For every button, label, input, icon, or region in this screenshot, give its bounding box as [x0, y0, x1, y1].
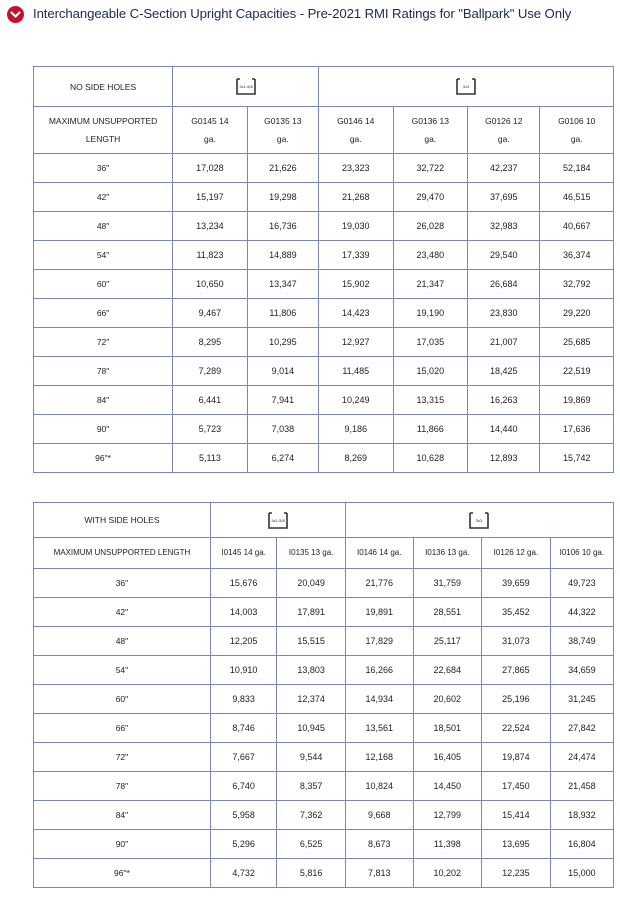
row-length-label: 42": [34, 598, 211, 627]
capacity-cell: 6,441: [173, 386, 248, 415]
capacity-cell: 32,983: [468, 212, 540, 241]
capacity-cell: 24,474: [550, 743, 613, 772]
column-header: G0145 14 ga.: [173, 107, 248, 154]
capacity-cell: 32,792: [540, 270, 614, 299]
column-header: G0146 14 ga.: [318, 107, 393, 154]
capacity-cell: 19,030: [318, 212, 393, 241]
table-row: [34, 299, 614, 328]
capacity-cell: 35,452: [482, 598, 551, 627]
table-body: [34, 569, 614, 888]
row-length-label: 72": [34, 743, 211, 772]
capacity-cell: 31,073: [482, 627, 551, 656]
capacity-cell: 10,295: [247, 328, 318, 357]
row-length-label: 36": [34, 154, 173, 183]
c-section-3x1-5-8-icon: [267, 512, 289, 529]
capacity-cell: 19,869: [540, 386, 614, 415]
c-section-3x3-icon: [468, 512, 490, 529]
capacity-cell: 7,941: [247, 386, 318, 415]
row-length-label: 60": [34, 270, 173, 299]
capacity-cell: 12,168: [345, 743, 413, 772]
capacity-cell: 12,893: [468, 444, 540, 473]
capacity-cell: 13,561: [345, 714, 413, 743]
capacity-cell: 17,028: [173, 154, 248, 183]
c-section-3x1-5-8-icon: [235, 78, 257, 95]
capacity-cell: 25,196: [482, 685, 551, 714]
capacity-cell: 11,485: [318, 357, 393, 386]
capacity-cell: 29,540: [468, 241, 540, 270]
capacity-cell: 17,891: [277, 598, 346, 627]
capacity-cell: 10,910: [210, 656, 276, 685]
profile-size-label: 3x3: [476, 517, 483, 523]
capacity-cell: 19,298: [247, 183, 318, 212]
capacity-cell: 9,833: [210, 685, 276, 714]
capacity-cell: 22,684: [413, 656, 482, 685]
capacity-cell: 5,816: [277, 859, 346, 888]
column-header: G0135 13 ga.: [247, 107, 318, 154]
capacity-cell: 17,339: [318, 241, 393, 270]
capacity-cell: 27,842: [550, 714, 613, 743]
row-length-label: 96"*: [34, 444, 173, 473]
table-row: [34, 598, 614, 627]
capacity-cell: 21,347: [393, 270, 468, 299]
row-length-label: 84": [34, 801, 211, 830]
capacity-cell: 16,736: [247, 212, 318, 241]
table-row: [34, 415, 614, 444]
capacity-cell: 12,799: [413, 801, 482, 830]
capacity-cell: 7,289: [173, 357, 248, 386]
capacity-cell: 13,347: [247, 270, 318, 299]
table-row: [34, 830, 614, 859]
capacity-cell: 10,628: [393, 444, 468, 473]
capacity-cell: 11,806: [247, 299, 318, 328]
table-title: NO SIDE HOLES: [34, 67, 173, 107]
capacity-cell: 16,804: [550, 830, 613, 859]
row-length-label: 84": [34, 386, 173, 415]
column-header: I0136 13 ga.: [413, 538, 482, 569]
row-length-label: 48": [34, 212, 173, 241]
no-side-holes-table: [33, 66, 614, 473]
capacity-cell: 10,650: [173, 270, 248, 299]
profile-group-3x3: [318, 67, 613, 107]
capacity-cell: 32,722: [393, 154, 468, 183]
capacity-cell: 11,866: [393, 415, 468, 444]
capacity-cell: 8,673: [345, 830, 413, 859]
capacity-cell: 20,049: [277, 569, 346, 598]
capacity-cell: 8,269: [318, 444, 393, 473]
capacity-cell: 40,667: [540, 212, 614, 241]
capacity-cell: 18,932: [550, 801, 613, 830]
capacity-cell: 9,467: [173, 299, 248, 328]
table-row: [34, 859, 614, 888]
row-length-label: 78": [34, 357, 173, 386]
table-title: WITH SIDE HOLES: [34, 503, 211, 538]
capacity-cell: 8,357: [277, 772, 346, 801]
profile-size-label: 3x3: [462, 84, 470, 89]
capacity-cell: 7,362: [277, 801, 346, 830]
capacity-cell: 18,501: [413, 714, 482, 743]
column-header: G0136 13 ga.: [393, 107, 468, 154]
capacity-cell: 6,740: [210, 772, 276, 801]
capacity-cell: 49,723: [550, 569, 613, 598]
capacity-cell: 11,398: [413, 830, 482, 859]
capacity-cell: 25,117: [413, 627, 482, 656]
capacity-cell: 15,414: [482, 801, 551, 830]
capacity-cell: 5,723: [173, 415, 248, 444]
row-length-label: 72": [34, 328, 173, 357]
capacity-cell: 10,249: [318, 386, 393, 415]
capacity-cell: 8,746: [210, 714, 276, 743]
capacity-cell: 31,245: [550, 685, 613, 714]
row-length-label: 54": [34, 656, 211, 685]
table-row: [34, 569, 614, 598]
table-row: [34, 714, 614, 743]
capacity-cell: 9,186: [318, 415, 393, 444]
capacity-cell: 21,458: [550, 772, 613, 801]
capacity-cell: 5,296: [210, 830, 276, 859]
capacity-cell: 29,220: [540, 299, 614, 328]
table-row: [34, 154, 614, 183]
capacity-cell: 27,865: [482, 656, 551, 685]
capacity-cell: 14,889: [247, 241, 318, 270]
column-header: I0135 13 ga.: [277, 538, 346, 569]
capacity-cell: 15,000: [550, 859, 613, 888]
capacity-cell: 9,014: [247, 357, 318, 386]
capacity-cell: 5,113: [173, 444, 248, 473]
table-row: [34, 386, 614, 415]
capacity-cell: 16,405: [413, 743, 482, 772]
capacity-cell: 7,038: [247, 415, 318, 444]
capacity-cell: 13,234: [173, 212, 248, 241]
capacity-cell: 44,322: [550, 598, 613, 627]
row-length-label: 66": [34, 714, 211, 743]
capacity-cell: 21,007: [468, 328, 540, 357]
capacity-cell: 15,742: [540, 444, 614, 473]
column-header: G0106 10 ga.: [540, 107, 614, 154]
row-length-label: 60": [34, 685, 211, 714]
column-header: I0106 10 ga.: [550, 538, 613, 569]
capacity-cell: 21,776: [345, 569, 413, 598]
row-length-label: 78": [34, 772, 211, 801]
row-length-label: 90": [34, 830, 211, 859]
table-row: [34, 212, 614, 241]
profile-group-3x1-5-8: [210, 503, 345, 538]
capacity-cell: 36,374: [540, 241, 614, 270]
row-length-label: 42": [34, 183, 173, 212]
capacity-cell: 6,274: [247, 444, 318, 473]
row-length-label: 96"*: [34, 859, 211, 888]
table-row: [34, 183, 614, 212]
capacity-cell: 17,829: [345, 627, 413, 656]
capacity-cell: 19,874: [482, 743, 551, 772]
capacity-cell: 23,480: [393, 241, 468, 270]
capacity-cell: 39,659: [482, 569, 551, 598]
capacity-cell: 21,268: [318, 183, 393, 212]
capacity-cell: 7,667: [210, 743, 276, 772]
row-length-label: 66": [34, 299, 173, 328]
with-side-holes-table: [33, 502, 614, 888]
capacity-cell: 14,440: [468, 415, 540, 444]
capacity-cell: 16,263: [468, 386, 540, 415]
capacity-cell: 23,830: [468, 299, 540, 328]
capacity-cell: 13,315: [393, 386, 468, 415]
page-header: [0, 0, 620, 30]
header-line: LENGTH: [85, 134, 121, 144]
capacity-cell: 19,891: [345, 598, 413, 627]
capacity-cell: 15,902: [318, 270, 393, 299]
capacity-cell: 25,685: [540, 328, 614, 357]
chevron-down-icon[interactable]: [7, 6, 24, 23]
table-row: [34, 357, 614, 386]
table-row: [34, 270, 614, 299]
capacity-cell: 37,695: [468, 183, 540, 212]
capacity-cell: 10,824: [345, 772, 413, 801]
table-row: [34, 772, 614, 801]
capacity-cell: 9,544: [277, 743, 346, 772]
capacity-cell: 17,636: [540, 415, 614, 444]
capacity-cell: 12,927: [318, 328, 393, 357]
column-header: I0145 14 ga.: [210, 538, 276, 569]
capacity-cell: 9,668: [345, 801, 413, 830]
capacity-cell: 14,934: [345, 685, 413, 714]
capacity-cell: 12,205: [210, 627, 276, 656]
capacity-cell: 15,197: [173, 183, 248, 212]
profile-group-3x3: [345, 503, 613, 538]
capacity-cell: 26,684: [468, 270, 540, 299]
page-title: Interchangeable C-Section Upright Capacities - Pre-2021 RMI Ratings for "Ballpark" Use Only: [33, 6, 572, 21]
capacity-cell: 12,235: [482, 859, 551, 888]
capacity-cell: 14,003: [210, 598, 276, 627]
column-header-length: [34, 107, 173, 154]
capacity-cell: 8,295: [173, 328, 248, 357]
capacity-cell: 7,813: [345, 859, 413, 888]
row-length-label: 54": [34, 241, 173, 270]
capacity-cell: 12,374: [277, 685, 346, 714]
capacity-cell: 10,202: [413, 859, 482, 888]
capacity-cell: 52,184: [540, 154, 614, 183]
table-row: [34, 685, 614, 714]
capacity-cell: 14,423: [318, 299, 393, 328]
capacity-cell: 14,450: [413, 772, 482, 801]
table-row: [34, 627, 614, 656]
capacity-cell: 19,190: [393, 299, 468, 328]
profile-group-3x1-5-8: [173, 67, 319, 107]
c-section-3x3-icon: [455, 78, 477, 95]
capacity-cell: 10,945: [277, 714, 346, 743]
capacity-cell: 13,803: [277, 656, 346, 685]
capacity-cell: 29,470: [393, 183, 468, 212]
table-row: [34, 241, 614, 270]
table-row: [34, 801, 614, 830]
capacity-cell: 6,525: [277, 830, 346, 859]
table-row: [34, 444, 614, 473]
capacity-cell: 13,695: [482, 830, 551, 859]
capacity-cell: 11,823: [173, 241, 248, 270]
profile-size-label: 3x1-5/8: [271, 517, 285, 523]
capacity-cell: 34,659: [550, 656, 613, 685]
capacity-cell: 28,551: [413, 598, 482, 627]
capacity-cell: 42,237: [468, 154, 540, 183]
column-header: I0146 14 ga.: [345, 538, 413, 569]
capacity-cell: 5,958: [210, 801, 276, 830]
capacity-cell: 38,749: [550, 627, 613, 656]
column-header: G0126 12 ga.: [468, 107, 540, 154]
capacity-cell: 22,524: [482, 714, 551, 743]
table-row: [34, 328, 614, 357]
profile-size-label: 3x1-5/8: [238, 84, 253, 89]
capacity-cell: 15,515: [277, 627, 346, 656]
table-row: [34, 656, 614, 685]
capacity-cell: 46,515: [540, 183, 614, 212]
capacity-cell: 22,519: [540, 357, 614, 386]
capacity-cell: 31,759: [413, 569, 482, 598]
capacity-cell: 17,035: [393, 328, 468, 357]
capacity-cell: 18,425: [468, 357, 540, 386]
row-length-label: 36": [34, 569, 211, 598]
table-body: [34, 154, 614, 473]
capacity-cell: 4,732: [210, 859, 276, 888]
capacity-cell: 20,602: [413, 685, 482, 714]
capacity-cell: 17,450: [482, 772, 551, 801]
capacity-cell: 23,323: [318, 154, 393, 183]
column-header: I0126 12 ga.: [482, 538, 551, 569]
column-header-length: MAXIMUM UNSUPPORTED LENGTH: [34, 538, 211, 569]
table-row: [34, 743, 614, 772]
capacity-cell: 15,020: [393, 357, 468, 386]
row-length-label: 48": [34, 627, 211, 656]
capacity-cell: 15,676: [210, 569, 276, 598]
capacity-cell: 21,626: [247, 154, 318, 183]
capacity-cell: 26,028: [393, 212, 468, 241]
header-line: MAXIMUM UNSUPPORTED: [48, 116, 158, 126]
row-length-label: 90": [34, 415, 173, 444]
capacity-cell: 16,266: [345, 656, 413, 685]
